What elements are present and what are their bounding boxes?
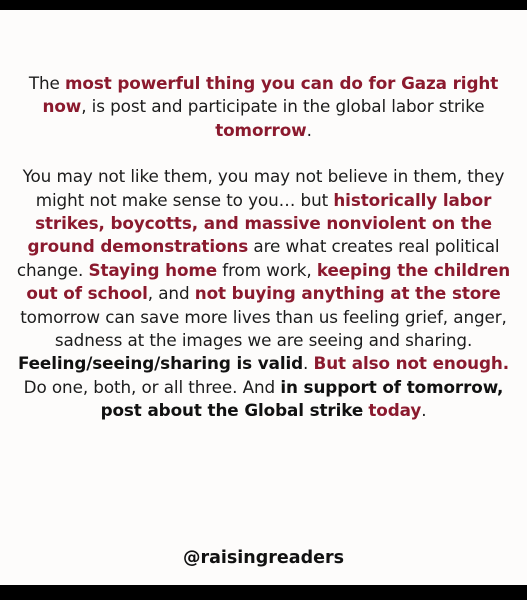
p1-text: , is post and participate in the global labor strike — [81, 96, 485, 117]
p1-text: . — [306, 119, 312, 140]
p2-highlight-today: today — [368, 400, 422, 421]
p2-text: You may not like them, you may not believe in them, they might not make sense to you… but — [22, 166, 505, 210]
p2-highlight-not-enough: But also not enough. — [313, 353, 510, 374]
post-card — [0, 10, 527, 585]
p2-text: from work, — [217, 259, 317, 280]
p2-bold-support: in support of tomorrow, post about the Global strike — [100, 376, 504, 421]
author-handle: @raisingreaders — [182, 548, 345, 568]
p2-text: , and — [147, 283, 195, 304]
p1-highlight-tomorrow: tomorrow — [215, 119, 307, 140]
p2-highlight-staying-home: Staying home — [88, 259, 218, 280]
p2-text: . — [303, 353, 314, 374]
p2-text: . — [421, 400, 427, 421]
p1-highlight-gaza: most powerful thing you can do for Gaza right now — [42, 73, 499, 117]
p2-text: are what creates real political change. — [16, 236, 500, 280]
post-text — [12, 72, 515, 423]
paragraph-2 — [12, 165, 515, 422]
p2-highlight-school: keeping the children out of school — [26, 259, 511, 304]
p2-highlight-strikes: historically labor strikes, boycotts, and massive nonviolent on the ground demonstrations — [27, 189, 492, 257]
p2-highlight-store: not buying anything at the store — [194, 283, 501, 304]
p2-text: tomorrow can save more lives than us feeling grief, anger, sadness at the images we are seeing and sharing. — [20, 306, 507, 351]
p1-text: The — [28, 73, 66, 93]
p2-text: Do one, both, or all three. And — [23, 376, 281, 397]
p2-bold-valid: Feeling/seeing/sharing is valid — [17, 353, 304, 374]
paragraph-1 — [12, 72, 515, 142]
